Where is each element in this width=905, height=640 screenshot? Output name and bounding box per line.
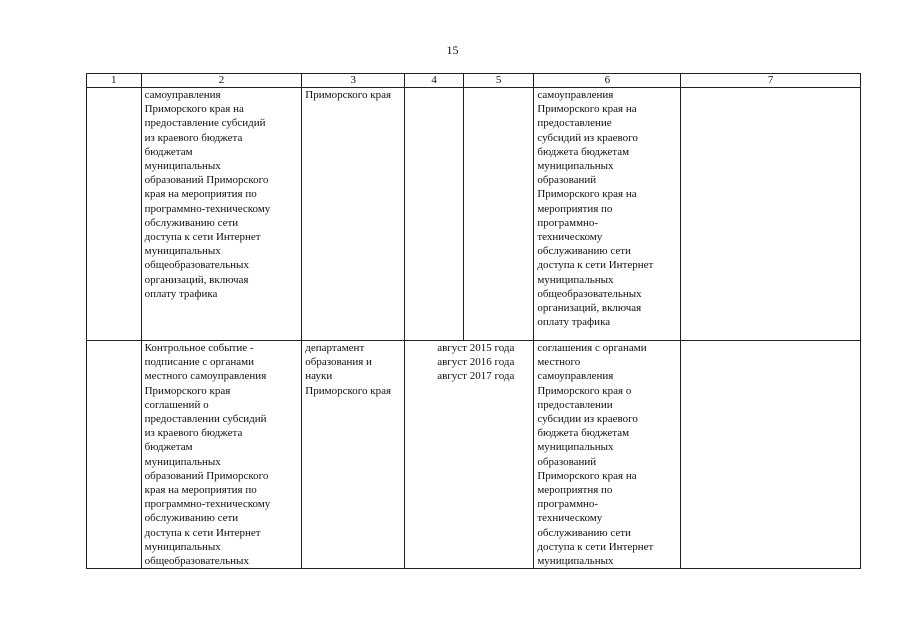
cell-text-line: бюджетам — [144, 441, 193, 454]
cell-text-line: техническому — [537, 512, 603, 525]
cell-text-line: муниципальных — [144, 245, 221, 258]
cell-text-line: подписание с органами — [144, 356, 254, 369]
cell-text-line: общеобразовательных — [537, 287, 642, 300]
cell-text-line: предоставлении субсидий — [144, 413, 267, 426]
cell-text-line: мероприятия по — [537, 202, 613, 215]
row2-result-cell — [534, 341, 681, 569]
cell-text-line: общеобразовательных — [144, 555, 249, 568]
cell-text-line: образования и — [305, 356, 372, 369]
column-header-7: 7 — [681, 74, 861, 88]
cell-text-line: самоуправления — [537, 370, 614, 383]
cell-text-line: Приморского края о — [537, 384, 632, 397]
cell-text-line: бюджетам — [144, 145, 193, 158]
cell-text-line: август 2015 года — [437, 342, 515, 354]
cell-text-line: муниципальных — [537, 273, 614, 286]
column-header-2: 2 — [141, 74, 302, 88]
cell-text-line: мероприятня по — [537, 484, 613, 497]
row2-dates-cell — [405, 341, 534, 569]
cell-text-line: Приморского края — [305, 384, 392, 397]
cell-text-line: Приморского края на — [537, 469, 637, 482]
row2-responsible-cell — [302, 341, 405, 569]
column-header-6: 6 — [534, 74, 681, 88]
cell-text-line: обслуживанию сети — [144, 216, 239, 229]
cell-text-line: программно-техническому — [144, 202, 271, 215]
cell-text-line: программно-техническому — [144, 498, 271, 511]
cell-text-line: обслуживанию сети — [537, 245, 631, 258]
cell-text-line: доступа к сети Интернет — [537, 540, 654, 553]
row2-col7-cell — [681, 341, 861, 569]
plan-table — [86, 73, 861, 569]
row1-responsible-cell — [302, 88, 405, 341]
cell-text-line: оплату трафика — [537, 316, 611, 329]
cell-text-line: Контрольное событие - — [144, 342, 254, 354]
cell-text-line: образований Приморского — [144, 469, 269, 482]
cell-text-line: самоуправления — [537, 89, 614, 101]
table-row — [87, 88, 861, 341]
cell-text-line: обслуживанию сети — [537, 526, 631, 539]
cell-text-line: науки — [305, 370, 333, 383]
cell-text-line: техническому — [537, 231, 603, 244]
cell-text-line: местного — [537, 356, 581, 369]
cell-text-line: края на мероприятия по — [144, 188, 257, 201]
cell-text-line: бюджета бюджетам — [537, 145, 630, 158]
cell-text-line: Приморского края на — [144, 103, 244, 116]
cell-text-line: доступа к сети Интернет — [144, 231, 261, 244]
cell-text-line: муниципальных — [537, 160, 614, 173]
cell-text-line: образований Приморского — [144, 174, 269, 187]
column-header-3: 3 — [302, 74, 405, 88]
cell-text-line: доступа к сети Интернет — [144, 526, 261, 539]
cell-text-line: субсидий из краевого — [537, 131, 638, 144]
row2-activity-cell — [141, 341, 302, 569]
cell-text-line: обслуживанию сети — [144, 512, 239, 525]
cell-text-line: муниципальных — [144, 160, 221, 173]
column-header-1: 1 — [87, 74, 142, 88]
cell-text-line: Приморского края — [305, 89, 392, 101]
row1-start-date-cell — [405, 88, 464, 341]
cell-text-line: образований — [537, 455, 597, 468]
cell-text-line: местного самоуправления — [144, 370, 267, 383]
cell-text-line: организаций, включая — [144, 273, 249, 286]
cell-text-line: муниципальных — [537, 555, 614, 568]
cell-text-line: соглашения с органами — [537, 342, 647, 354]
cell-text-line: из краевого бюджета — [144, 427, 243, 440]
cell-text-line: предоставлении — [537, 398, 613, 411]
cell-text-line: образований — [537, 174, 597, 187]
row1-end-date-cell — [463, 88, 533, 341]
row1-result-cell — [534, 88, 681, 341]
cell-text-line: предоставление — [537, 117, 612, 130]
cell-text-line: самоуправления — [144, 89, 221, 101]
cell-text-line: Приморского края — [144, 384, 231, 397]
cell-text-line: август 2016 года — [437, 356, 515, 369]
cell-text-line: август 2017 года — [437, 370, 515, 383]
column-header-4: 4 — [405, 74, 464, 88]
cell-text-line: организаций, включая — [537, 302, 642, 315]
row1-activity-cell — [141, 88, 302, 341]
cell-text-line: департамент — [305, 342, 365, 354]
cell-text-line: доступа к сети Интернет — [537, 259, 654, 272]
table-header-row — [87, 74, 861, 88]
cell-text-line: предоставление субсидий — [144, 117, 266, 130]
cell-text-line: Приморского края на — [537, 188, 637, 201]
cell-text-line: из краевого бюджета — [144, 131, 243, 144]
cell-text-line: субсидии из краевого — [537, 413, 638, 426]
cell-text-line: общеобразовательных — [144, 259, 249, 272]
cell-text-line: края на мероприятия по — [144, 484, 257, 497]
table-row — [87, 341, 861, 569]
column-header-5: 5 — [463, 74, 533, 88]
cell-text-line: муниципальных — [537, 441, 614, 454]
row1-col7-cell — [681, 88, 861, 341]
cell-text-line: программно- — [537, 216, 599, 229]
cell-text-line: муниципальных — [144, 455, 221, 468]
row2-col1-cell — [87, 341, 142, 569]
cell-text-line: оплату трафика — [144, 287, 218, 300]
cell-text-line: Приморского края на — [537, 103, 637, 116]
cell-text-line: соглашений о — [144, 398, 209, 411]
row1-col1-cell — [87, 88, 142, 341]
cell-text-line: муниципальных — [144, 540, 221, 553]
cell-text-line: программно- — [537, 498, 599, 511]
cell-text-line: бюджета бюджетам — [537, 427, 630, 440]
page-number: 15 — [446, 43, 459, 57]
